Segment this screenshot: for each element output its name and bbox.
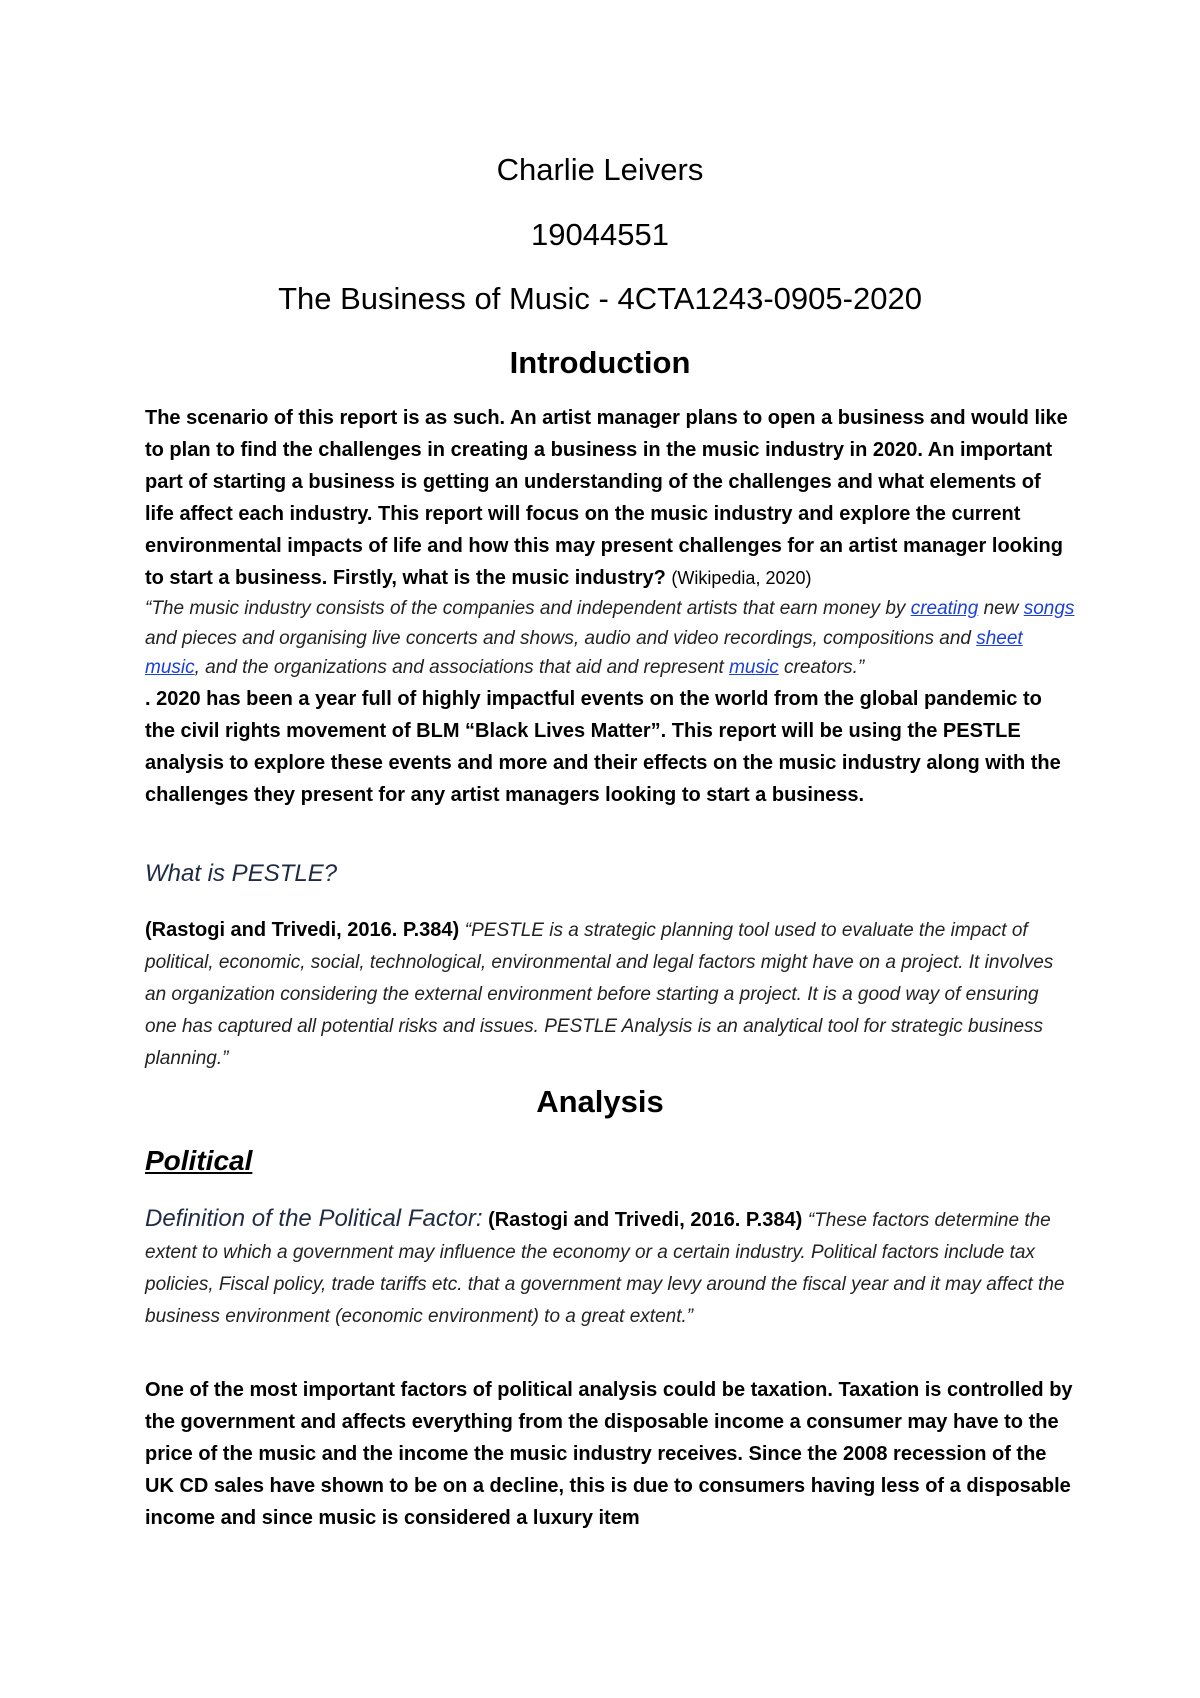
quote-part-b: new xyxy=(983,598,1019,619)
pestle-paragraph xyxy=(145,914,1075,1074)
analysis-heading: Analysis xyxy=(536,1084,664,1119)
intro-text: The scenario of this report is as such. An artist manager plans to open a business and would like to plan to find the challenges in creating a business in the music industry in 2020. An important part of starting a business is getting an understanding of the challenges and what elements of life affect each industry. This report will focus on the music industry and explore the current environmental impacts of life and how this may present challenges for an artist manager looking to start a business. Firstly, what is the music industry? xyxy=(145,407,1068,589)
music-industry-quote xyxy=(145,594,1075,683)
link-music[interactable]: music xyxy=(729,657,779,678)
political-definition-citation: (Rastogi and Trivedi, 2016. P.384) xyxy=(488,1209,803,1231)
political-definition-label: Definition of the Political Factor: xyxy=(145,1205,483,1232)
introduction-paragraph xyxy=(145,402,1075,811)
political-title: Political xyxy=(145,1145,253,1176)
pestle-quote: “PESTLE is a strategic planning tool used to evaluate the impact of political, economic, social, technological, environmental and legal factors might have on a project. It involves an organization considering the external environment before starting a project. It is a good way of ensuring one has captured all potential risks and issues. PESTLE Analysis is an analytical tool for strategic business planning.” xyxy=(145,920,1054,1069)
author-name: Charlie Leivers xyxy=(496,152,704,187)
political-definition-quote: “These factors determine the extent to which a government may influence the economy or a certain industry. Political factors include tax policies, Fiscal policy, trade tariffs etc. that a government may levy around the fiscal year and it may affect the business environment (economic environment) to a great extent.” xyxy=(145,1210,1065,1327)
political-paragraph: One of the most important factors of political analysis could be taxation. Taxation is controlled by the government and affects everything from the disposable income a consumer may have to the price of the music and the income the music industry receives. Since the 2008 recession of the UK CD sales have shown to be on a decline, this is due to consumers having less of a disposable income and since music is considered a luxury item xyxy=(145,1379,1073,1529)
link-sheet-music[interactable]: sheet music xyxy=(145,627,1023,678)
pestle-citation: (Rastogi and Trivedi, 2016. P.384) xyxy=(145,919,460,941)
quote-part-e: creators.” xyxy=(784,657,865,678)
intro-citation: (Wikipedia, 2020) xyxy=(671,568,812,588)
student-id: 19044551 xyxy=(531,217,669,252)
quote-part-d: , and the organizations and associations that aid and represent xyxy=(194,657,724,678)
quote-part-c: and pieces and organising live concerts and shows, audio and video recordings, compositions and xyxy=(145,627,971,649)
introduction-heading: Introduction xyxy=(509,345,691,380)
course-title: The Business of Music - 4CTA1243-0905-2020 xyxy=(278,281,922,316)
quote-part-a: “The music industry consists of the companies and independent artists that earn money by xyxy=(145,598,906,619)
link-songs[interactable]: songs xyxy=(1023,598,1075,619)
pestle-subheading: What is PESTLE? xyxy=(145,860,338,887)
political-definition-paragraph xyxy=(145,1203,1075,1332)
link-creating[interactable]: creating xyxy=(910,598,979,619)
intro-text-end: . 2020 has been a year full of highly impactful events on the world from the global pandemic to the civil rights movement of BLM “Black Lives Matter”. This report will be using the PESTLE analysis to explore these events and more and their effects on the music industry along with the challenges they present for any artist managers looking to start a business. xyxy=(145,687,1061,806)
